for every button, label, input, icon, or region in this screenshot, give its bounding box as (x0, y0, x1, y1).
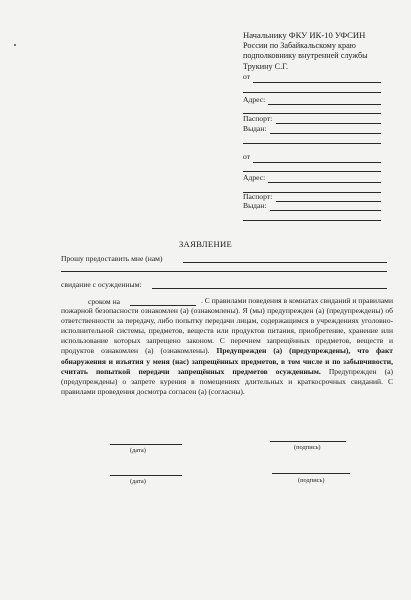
request-label: Прошу предоставить мне (нам) (61, 254, 163, 263)
addressee-block (243, 30, 393, 72)
date-line-2[interactable] (110, 475, 182, 476)
sender1-address-label: Адрес: (243, 95, 266, 104)
term-label: сроком на (88, 297, 121, 306)
rules-paragraph (61, 296, 393, 397)
sender2-address-label: Адрес: (243, 173, 266, 182)
para-end: Предупрежден (а) (предупреждены) о запрете курения в помещениях длительных и краткосрочных свиданий. С правилами проведения досмотра согласен (а) (согласны). (61, 366, 393, 396)
addressee-line-3: подполковнику внутренней службы (243, 51, 368, 60)
sender2-issued-line[interactable] (270, 210, 381, 211)
date-caption-1: (дата) (130, 447, 146, 454)
sender1-issued-label: Выдан: (243, 124, 267, 133)
sender1-from-label: от (243, 72, 251, 81)
sender2-passport-line[interactable] (276, 201, 381, 202)
signature-caption-2: (подпись) (298, 477, 325, 484)
scan-mark (14, 44, 16, 46)
sender1-name-line[interactable] (243, 92, 381, 93)
sender2-issued-line-2[interactable] (243, 220, 381, 221)
sender2-passport-label: Паспорт: (243, 192, 273, 201)
sender2-address-line[interactable] (268, 182, 381, 183)
sender1-passport-label: Паспорт: (243, 114, 273, 123)
request-line-2[interactable] (61, 271, 387, 272)
para-warning-bold: Предупрежден (а) (предупреждены), что факт обнаружения и изъятия у меня (нас) запрещённых предметов, в том числе и по забывчивости, считать попыткой передачи запрещённых предметов осужденным. (61, 346, 393, 376)
sender2-from-label: от (243, 152, 251, 161)
visit-label: свидание с осужденным: (61, 280, 142, 289)
sender1-issued-line[interactable] (270, 133, 381, 134)
date-caption-2: (дата) (130, 478, 146, 485)
sender2-name-line[interactable] (243, 171, 381, 172)
sender1-issued-line-2[interactable] (243, 143, 381, 144)
addressee-line-4: Трукину С.Г. (243, 61, 289, 71)
sender2-from-line[interactable] (253, 162, 381, 163)
signature-line-2[interactable] (272, 473, 350, 474)
sender1-address-line[interactable] (268, 104, 381, 105)
sender2-issued-label: Выдан: (243, 201, 267, 210)
request-line-1[interactable] (183, 262, 387, 263)
visit-line[interactable] (152, 288, 387, 289)
para-start: . С правилами поведения в комнатах свиданий и правилами пожарной безопасности ознакомлен (а) (ознакомлены). Я (мы) предупрежден (а) (предупреждены) об ответственности за передачу, либо попытку передачи лицам, содержащимся в учреждениях уголовно-исполнительной системы, предметов, веществ или продуктов питания, приобретение, хранение или использование которых запрещено законом. С перечнем запрещённых предметов, веществ и продуктов ознакомлен (а) (ознакомлены). (61, 296, 393, 356)
document-title: ЗАЯВЛЕНИЕ (178, 239, 233, 249)
addressee-line-2: России по Забайкальскому краю (243, 40, 356, 50)
sender1-from-line[interactable] (253, 82, 381, 83)
sender1-passport-line[interactable] (276, 123, 381, 124)
signature-caption-1: (подпись) (294, 444, 321, 451)
addressee-line-1: Начальнику ФКУ ИК-10 УФСИН (243, 30, 366, 40)
date-line-1[interactable] (110, 444, 182, 445)
signature-line-1[interactable] (270, 441, 346, 442)
